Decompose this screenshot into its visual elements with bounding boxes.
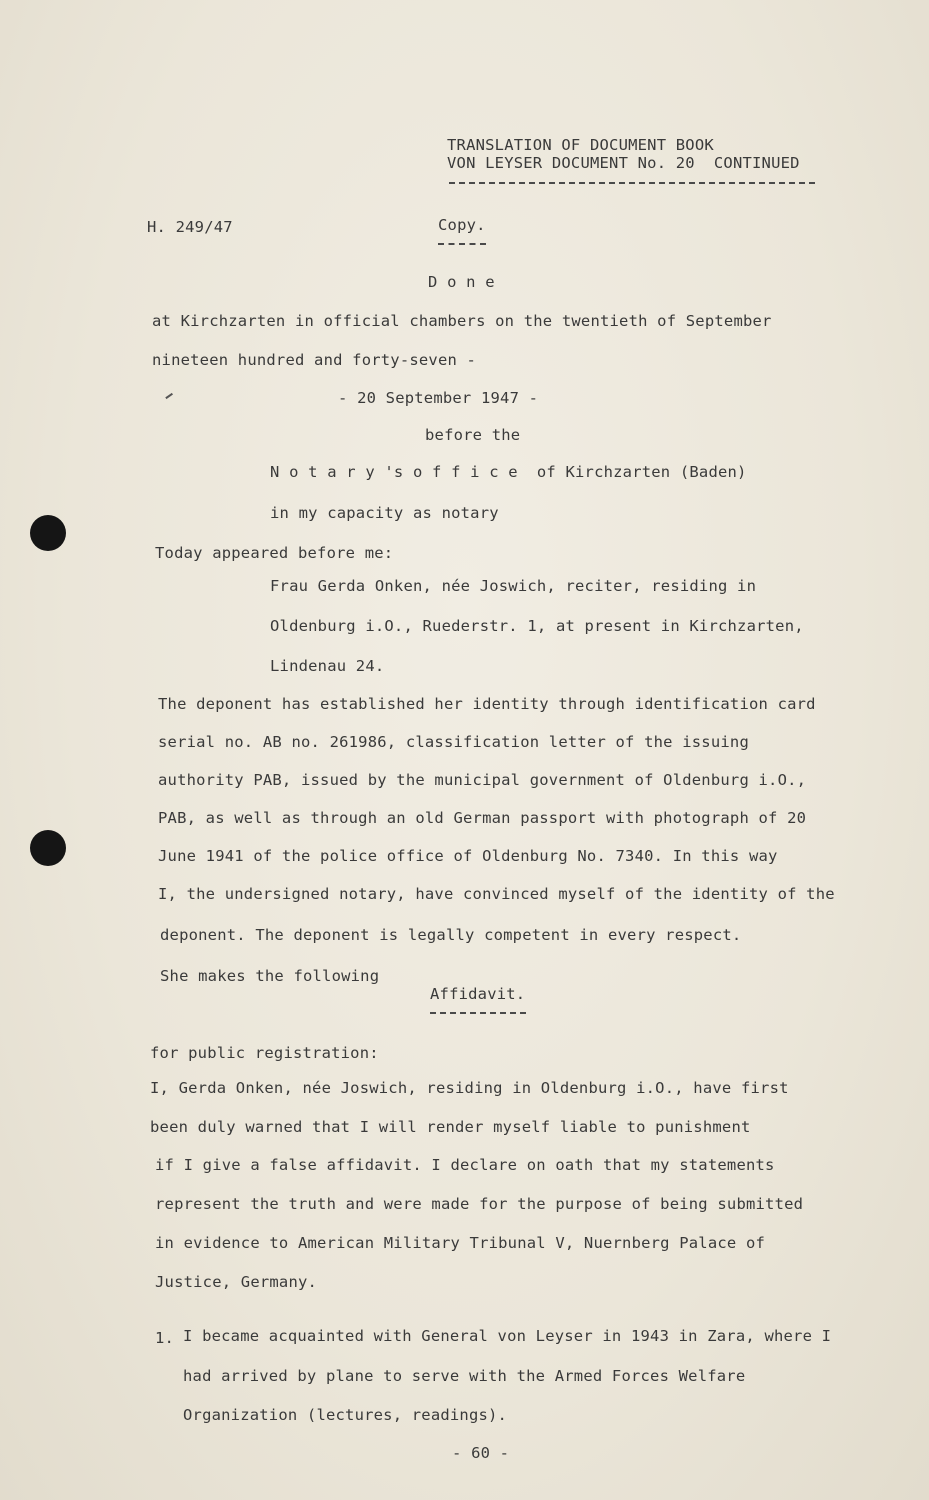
body-line: serial no. AB no. 261986, classification letter of the issuing: [158, 733, 749, 751]
stray-mark: [165, 393, 172, 399]
body-line: She makes the following: [160, 967, 380, 985]
body-line: in my capacity as notary: [270, 504, 499, 522]
reference-number: H. 249/47: [147, 218, 233, 236]
item-line: I became acquainted with General von Leyser in 1943 in Zara, where I: [183, 1327, 832, 1345]
body-line: at Kirchzarten in official chambers on the twentieth of September: [152, 312, 772, 330]
item-line: Organization (lectures, readings).: [183, 1406, 508, 1424]
done-heading: D o n e: [428, 273, 495, 291]
body-line: authority PAB, issued by the municipal government of Oldenburg i.O.,: [158, 771, 807, 789]
statement-line: I, Gerda Onken, née Joswich, residing in Oldenburg i.O., have first: [150, 1079, 789, 1097]
copy-label: Copy.: [438, 216, 486, 234]
statement-line: represent the truth and were made for the purpose of being submitted: [155, 1195, 804, 1213]
statement-line: if I give a false affidavit. I declare on oath that my statements: [155, 1156, 775, 1174]
statement-line: in evidence to American Military Tribunal V, Nuernberg Palace of: [155, 1234, 766, 1252]
statement-line: been duly warned that I will render myself liable to punishment: [150, 1118, 751, 1136]
item-line: had arrived by plane to serve with the Armed Forces Welfare: [183, 1367, 746, 1385]
body-line: Frau Gerda Onken, née Joswich, reciter, residing in: [270, 577, 757, 595]
statement-line: Justice, Germany.: [155, 1273, 318, 1291]
affidavit-heading: Affidavit.: [430, 985, 526, 1003]
header-line-2: VON LEYSER DOCUMENT No. 20 CONTINUED: [447, 154, 800, 172]
body-line: The deponent has established her identity through identification card: [158, 695, 816, 713]
body-line: before the: [425, 426, 521, 444]
body-line: nineteen hundred and forty-seven -: [152, 351, 477, 369]
item-number: 1.: [155, 1329, 175, 1347]
date-line: - 20 September 1947 -: [338, 389, 539, 407]
punch-hole-bottom: [30, 830, 66, 866]
body-line: Today appeared before me:: [155, 544, 394, 562]
body-line: I, the undersigned notary, have convinced myself of the identity of the: [158, 885, 835, 903]
registration-line: for public registration:: [150, 1044, 379, 1062]
body-line: Lindenau 24.: [270, 657, 385, 675]
notary-office-line: N o t a r y 's o f f i c e of Kirchzarten (Baden): [270, 463, 747, 481]
copy-underline: [438, 243, 486, 245]
punch-hole-top: [30, 515, 66, 551]
header-underline: [449, 182, 815, 184]
header-line-1: TRANSLATION OF DOCUMENT BOOK: [447, 136, 714, 154]
body-line: deponent. The deponent is legally competent in every respect.: [160, 926, 742, 944]
affidavit-underline: [430, 1012, 526, 1014]
body-line: June 1941 of the police office of Oldenburg No. 7340. In this way: [158, 847, 778, 865]
page-number: - 60 -: [452, 1444, 510, 1462]
body-line: Oldenburg i.O., Ruederstr. 1, at present in Kirchzarten,: [270, 617, 804, 635]
body-line: PAB, as well as through an old German passport with photograph of 20: [158, 809, 807, 827]
